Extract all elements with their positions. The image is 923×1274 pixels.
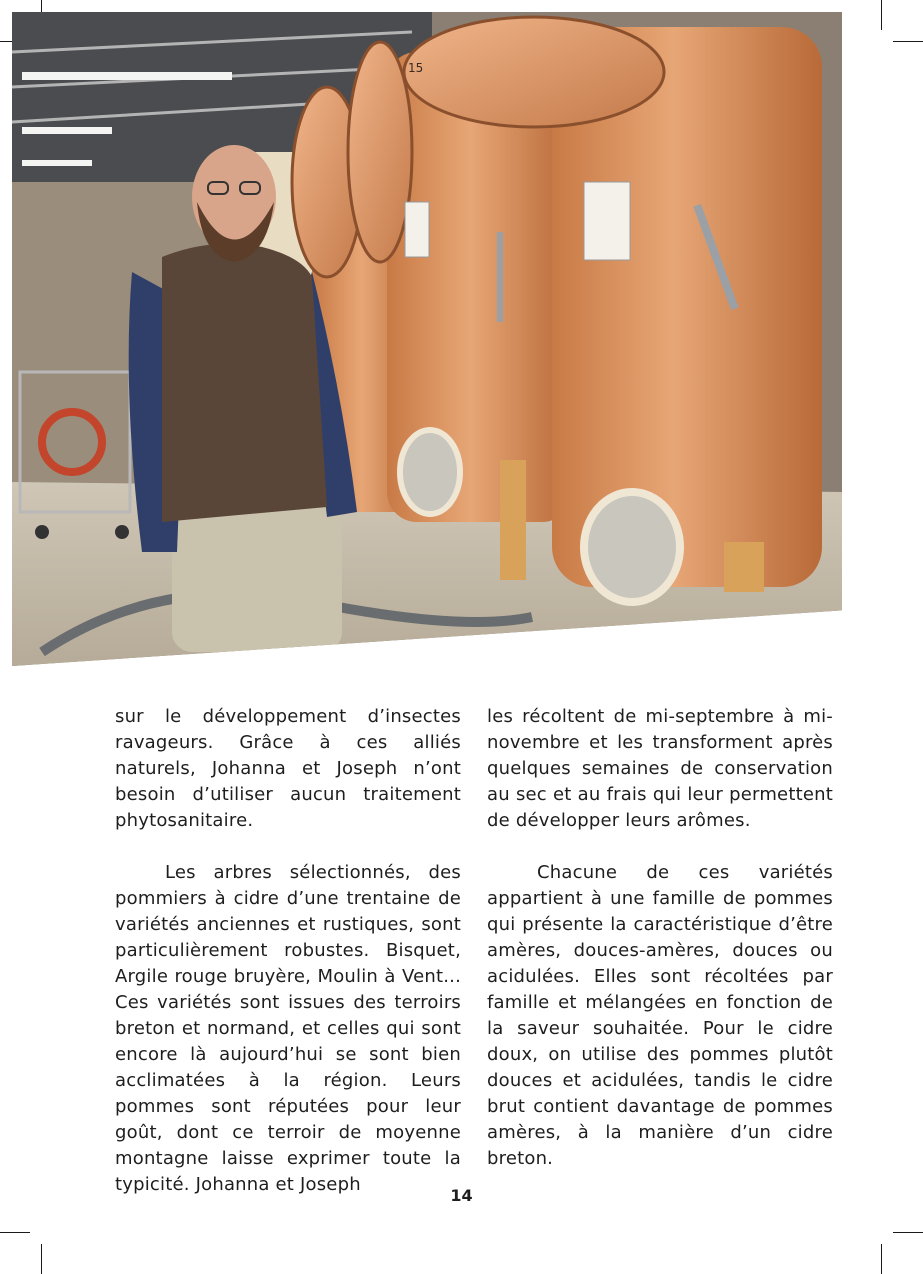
tank-number: 15 [408,61,424,75]
right-text-column [487,704,833,1172]
paragraph: Les arbres sélectionnés, des pommiers à cidre d’une trentaine de variétés anciennes et rustiques, sont particulièrement robustes. Bisquet, Argile rouge bruyère, Moulin à Vent... Ces variétés sont issues des terroirs breton et normand, et celles qui sont encore là aujourd’hui se sont bien acclimatées à la région. Leurs pommes sont réputées pour leur goût, dont ce terroir de moyenne montagne laisse exprimer toute la typicité. Johanna et Joseph [115,862,461,1195]
tank-label [584,182,630,260]
crop-mark-bottom-left-v [41,1244,42,1274]
cellar-photo [12,12,842,666]
left-text-column [115,704,461,1198]
paragraph: les récoltent de mi-septembre à mi-novembre et les transforment après quelques semaines de conservation au sec et au frais qui leur permettent de développer leurs arômes. [487,706,833,831]
crop-mark-bottom-left-h [0,1232,30,1233]
tank-door [584,492,680,602]
crop-mark-top-right-v [881,0,882,30]
tank-door [400,430,460,514]
sight-gauge [497,232,503,322]
crop-mark-bottom-right-v [881,1244,882,1274]
paragraph: sur le développement d’insectes ravageurs. Grâce à ces alliés naturels, Johanna et Joseph n’ont besoin d’utiliser aucun traitement phytosanitaire. [115,706,461,831]
paragraph: Chacune de ces variétés appartient à une famille de pommes qui présente la caractéristique d’être amères, douces-amères, douces ou acidulées. Elles sont récoltées par famille et mélangées en fonction de la saveur souhaitée. Pour le cidre doux, on utilise des pommes plutôt douces et acidulées, tandis le cidre brut contient davantage de pommes amères, à la manière d’un cidre breton. [487,862,833,1169]
page-number: 14 [450,1186,473,1205]
fleece-vest [162,244,327,522]
cellar-photo-illustration [12,12,842,666]
crop-mark-top-right-h [893,41,923,42]
crop-mark-bottom-right-h [893,1232,923,1233]
ceiling-light [22,72,232,80]
trousers [172,502,342,652]
tank-label [405,202,429,257]
